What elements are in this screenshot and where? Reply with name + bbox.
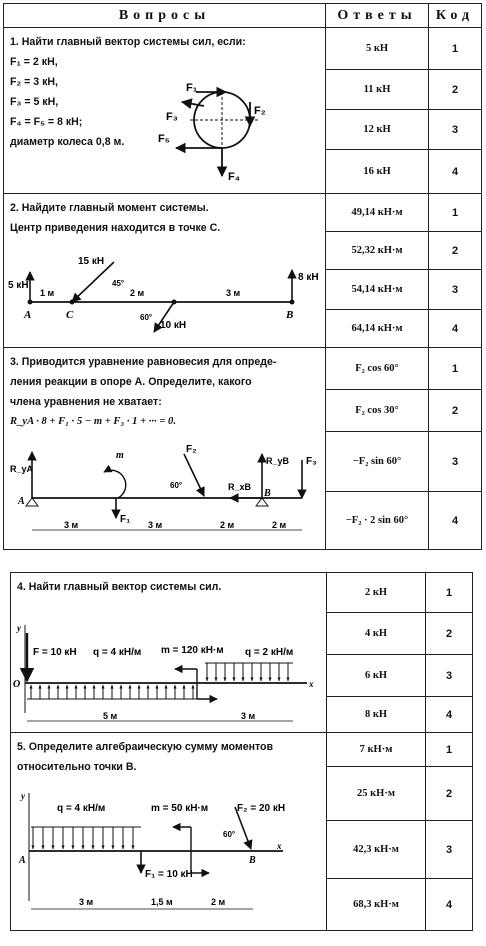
q3-line: члена уравнения не хватает: bbox=[10, 396, 162, 408]
q5-answer-1: 7 кН·м bbox=[327, 733, 426, 767]
dim-2m-b: 2 м bbox=[272, 520, 287, 530]
dim-3m: 3 м bbox=[241, 711, 256, 721]
q2-code-4: 4 bbox=[429, 310, 482, 348]
f1-label: F₁ bbox=[120, 514, 131, 525]
q4-answer-2: 4 кН bbox=[327, 613, 426, 655]
axis-y: y bbox=[21, 791, 25, 801]
q1-answer-4: 16 кН bbox=[326, 150, 429, 194]
dim-2m: 2 м bbox=[130, 288, 145, 298]
q1-line: F₁ = 2 кН, bbox=[10, 56, 58, 68]
f5-label: F₅ bbox=[158, 133, 170, 145]
q1-line: 1. Найти главный вектор системы сил, если: bbox=[10, 36, 246, 48]
dim-5m: 5 м bbox=[103, 711, 118, 721]
table-part-2 bbox=[10, 572, 473, 931]
dim-2m: 2 м bbox=[211, 897, 226, 907]
q3-answer-1: F₂ cos 60° bbox=[326, 348, 429, 390]
q4-code-2: 2 bbox=[426, 613, 473, 655]
q2-line: 2. Найдите главный момент системы. bbox=[10, 202, 209, 214]
q3-equation: R_yA · 8 + F₁ · 5 − m + F₃ · 1 + ··· = 0. bbox=[10, 416, 176, 427]
rya-label: R_yA bbox=[10, 464, 34, 474]
point-a: A bbox=[24, 309, 32, 321]
q2-code-2: 2 bbox=[429, 232, 482, 270]
f4-label: F₄ bbox=[228, 171, 240, 183]
ryb-label: R_yB bbox=[266, 456, 290, 466]
table-part-1 bbox=[3, 3, 482, 550]
f2-label: F₂ bbox=[186, 444, 197, 455]
moment-m-label: m = 50 кН·м bbox=[151, 803, 209, 814]
point-c: C bbox=[66, 309, 74, 321]
q4-code-4: 4 bbox=[426, 697, 473, 733]
f1-label: F₁ bbox=[186, 82, 198, 94]
question-2 bbox=[4, 194, 326, 348]
q5-code-2: 2 bbox=[426, 767, 473, 821]
q1-code-4: 4 bbox=[429, 150, 482, 194]
q4-answer-4: 8 кН bbox=[327, 697, 426, 733]
q3-code-3: 3 bbox=[429, 432, 482, 492]
q1-answer-1: 5 кН bbox=[326, 28, 429, 70]
q1-line: F₃ = 5 кН, bbox=[10, 96, 59, 108]
axis-x: x bbox=[309, 679, 314, 689]
force-f-label: F = 10 кН bbox=[33, 647, 77, 658]
force-5kn-label: 5 кН bbox=[8, 280, 29, 291]
f1-label: F₁ = 10 кН bbox=[145, 869, 193, 880]
q5-code-1: 1 bbox=[426, 733, 473, 767]
q3-answer-2: F₂ cos 30° bbox=[326, 390, 429, 432]
q1-answer-2: 11 кН bbox=[326, 70, 429, 110]
q1-code-3: 3 bbox=[429, 110, 482, 150]
wheel-diagram bbox=[154, 76, 264, 186]
q3-line: 3. Приводится уравнение равновесия для опреде- bbox=[10, 356, 277, 368]
q5-code-3: 3 bbox=[426, 821, 473, 879]
point-b: B bbox=[249, 855, 256, 866]
q1-line: F₂ = 3 кН, bbox=[10, 76, 58, 88]
q3-code-1: 1 bbox=[429, 348, 482, 390]
point-b: B bbox=[264, 488, 271, 499]
point-a: A bbox=[19, 855, 26, 866]
angle-60: 60° bbox=[140, 313, 153, 322]
axis-x: x bbox=[277, 841, 282, 851]
question-5-text bbox=[17, 737, 273, 777]
q2-code-3: 3 bbox=[429, 270, 482, 310]
angle-60: 60° bbox=[223, 830, 236, 839]
q2-code-1: 1 bbox=[429, 194, 482, 232]
q3-code-2: 2 bbox=[429, 390, 482, 432]
q2-answer-2: 52,32 кН·м bbox=[326, 232, 429, 270]
question-1 bbox=[4, 28, 326, 194]
f3-label: F₃ bbox=[166, 111, 178, 123]
q5-answer-4: 68,3 кН·м bbox=[327, 879, 426, 931]
f3-label: F₃ bbox=[306, 456, 317, 467]
force-8kn-label: 8 кН bbox=[298, 272, 319, 283]
moment-m-label: m = 120 кН·м bbox=[161, 645, 224, 656]
q2-answer-1: 49,14 кН·м bbox=[326, 194, 429, 232]
q4-answer-3: 6 кН bbox=[327, 655, 426, 697]
question-3-text bbox=[10, 352, 276, 432]
question-4-text bbox=[17, 577, 221, 597]
q1-label: q = 4 кН/м bbox=[93, 647, 142, 658]
q2-line: Центр приведения находится в точке C. bbox=[10, 222, 221, 234]
q3-line: ления реакции в опоре A. Определите, какого bbox=[10, 376, 252, 388]
point-a: A bbox=[18, 496, 25, 507]
question-5 bbox=[11, 733, 327, 931]
f2-label: F₂ bbox=[254, 105, 266, 117]
force-15kn-label: 15 кН bbox=[78, 256, 105, 267]
angle-60: 60° bbox=[170, 481, 183, 490]
q3-code-4: 4 bbox=[429, 492, 482, 550]
q4-code-3: 3 bbox=[426, 655, 473, 697]
beam-diagram-q5 bbox=[11, 781, 325, 921]
q2-answer-4: 64,14 кН·м bbox=[326, 310, 429, 348]
q5-line: относительно точки B. bbox=[17, 761, 137, 773]
dim-2m-a: 2 м bbox=[220, 520, 235, 530]
beam-diagram-q4 bbox=[11, 613, 325, 731]
q4-answer-1: 2 кН bbox=[327, 573, 426, 613]
header-answers: Ответы bbox=[326, 4, 429, 28]
header-questions: Вопросы bbox=[4, 4, 326, 28]
dim-3m-b: 3 м bbox=[148, 520, 163, 530]
dim-1m: 1 м bbox=[40, 288, 55, 298]
origin-o: O bbox=[13, 679, 21, 690]
q3-answer-4: −F₂ · 2 sin 60° bbox=[326, 492, 429, 550]
q1-answer-3: 12 кН bbox=[326, 110, 429, 150]
force-10kn-label: 10 кН bbox=[160, 320, 187, 331]
dim-3m-a: 3 м bbox=[64, 520, 79, 530]
q5-code-4: 4 bbox=[426, 879, 473, 931]
axis-y: y bbox=[17, 623, 21, 633]
q2-answer-3: 54,14 кН·м bbox=[326, 270, 429, 310]
dim-1-5m: 1,5 м bbox=[151, 897, 173, 907]
f2-label: F₂ = 20 кН bbox=[237, 803, 286, 814]
q5-answer-3: 42,3 кН·м bbox=[327, 821, 426, 879]
header-code: Код bbox=[429, 4, 482, 28]
q1-code-2: 2 bbox=[429, 70, 482, 110]
dim-3m: 3 м bbox=[79, 897, 94, 907]
q-label: q = 4 кН/м bbox=[57, 803, 106, 814]
question-3 bbox=[4, 348, 326, 550]
question-4 bbox=[11, 573, 327, 733]
rxb-label: R_xB bbox=[228, 482, 252, 492]
q1-line: диаметр колеса 0,8 м. bbox=[10, 136, 125, 148]
q5-line: 5. Определите алгебраическую сумму моментов bbox=[17, 741, 274, 753]
q1-code-1: 1 bbox=[429, 28, 482, 70]
q3-answer-3: −F₂ sin 60° bbox=[326, 432, 429, 492]
question-2-text bbox=[10, 198, 220, 238]
dim-3m: 3 м bbox=[226, 288, 241, 298]
q5-answer-2: 25 кН·м bbox=[327, 767, 426, 821]
q1-line: F₄ = F₅ = 8 кН; bbox=[10, 116, 83, 128]
angle-45: 45° bbox=[112, 279, 125, 288]
beam-diagram-q2 bbox=[4, 246, 322, 346]
moment-m-label: m bbox=[116, 450, 124, 461]
beam-diagram-q3 bbox=[4, 440, 322, 544]
point-b: B bbox=[286, 309, 294, 321]
q4-code-1: 1 bbox=[426, 573, 473, 613]
q4-line: 4. Найти главный вектор системы сил. bbox=[17, 581, 222, 593]
q2-label: q = 2 кН/м bbox=[245, 647, 294, 658]
